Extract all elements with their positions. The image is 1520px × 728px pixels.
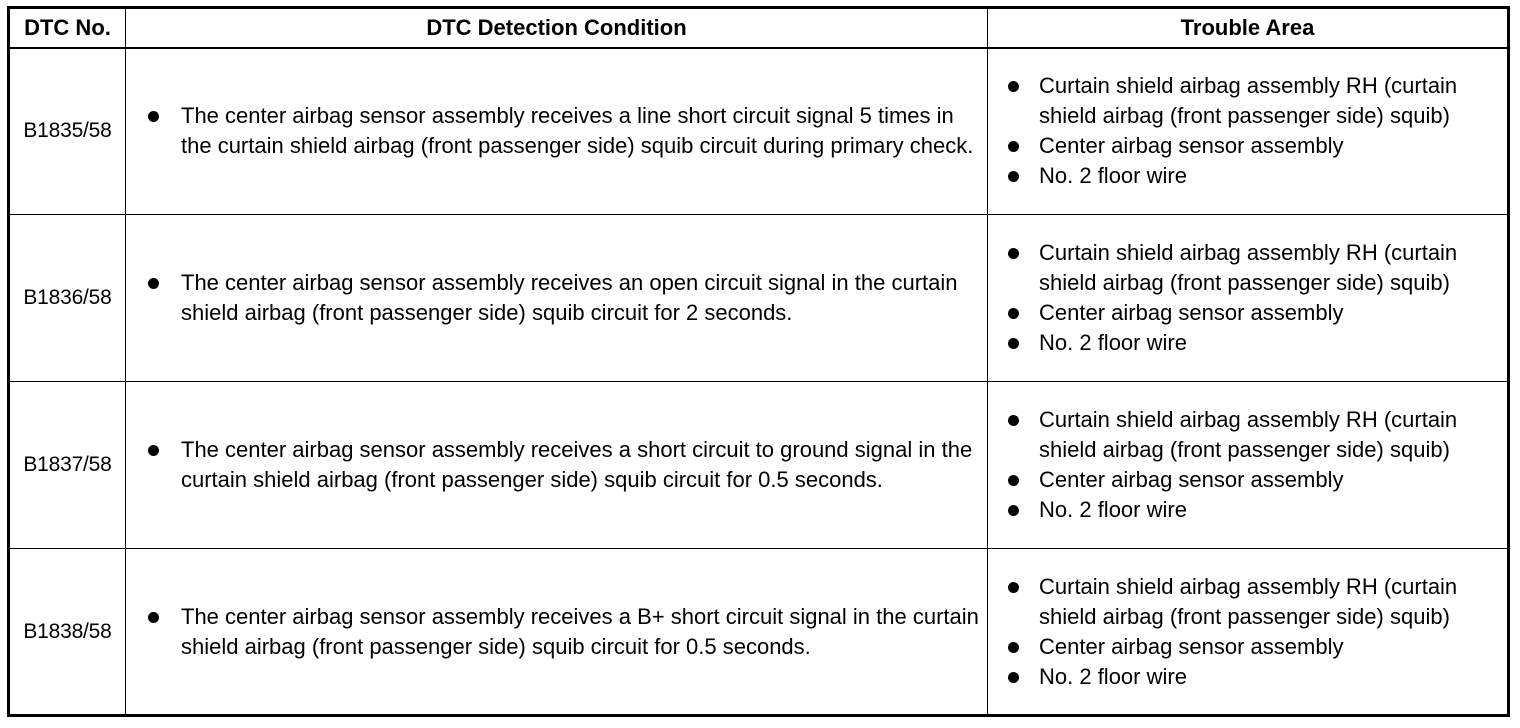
dtc-code: B1835/58 — [9, 48, 126, 215]
trouble-area-cell — [988, 48, 1509, 215]
trouble-area-cell — [988, 382, 1509, 549]
trouble-area-item — [1008, 238, 1499, 298]
trouble-area-text: Center airbag sensor assembly — [1039, 633, 1344, 659]
bullet-icon — [1008, 81, 1019, 92]
bullet-icon — [1008, 672, 1019, 683]
trouble-area-text: Center airbag sensor assembly — [1039, 300, 1344, 325]
header-row — [9, 8, 1509, 48]
header-trouble-area: Trouble Area — [988, 8, 1509, 48]
condition-text: The center airbag sensor assembly receives a short circuit to ground signal in the curtain shield airbag (front passenger side) squib circuit for 0.5 seconds. — [181, 437, 973, 492]
dtc-table-container — [7, 6, 1510, 717]
condition-text: The center airbag sensor assembly receives a line short circuit signal 5 times in the curtain shield airbag (front passenger side) squib circuit during primary check. — [181, 103, 974, 159]
bullet-icon — [1008, 338, 1019, 349]
bullet-icon — [148, 111, 159, 122]
trouble-area-item — [1008, 328, 1499, 358]
trouble-area-text: No. 2 floor wire — [1039, 663, 1187, 689]
dtc-code: B1838/58 — [9, 549, 126, 716]
bullet-icon — [1008, 642, 1019, 653]
header-detection-condition: DTC Detection Condition — [126, 8, 988, 48]
trouble-area-text: Curtain shield airbag assembly RH (curtain shield airbag (front passenger side) squib) — [1039, 573, 1458, 629]
condition-text: The center airbag sensor assembly receives a B+ short circuit signal in the curtain shield airbag (front passenger side) squib circuit for 0.5 seconds. — [181, 603, 979, 659]
trouble-area-item — [1008, 131, 1499, 161]
dtc-code: B1836/58 — [9, 215, 126, 382]
trouble-area-text: No. 2 floor wire — [1039, 497, 1187, 522]
detection-condition-cell — [126, 549, 988, 716]
bullet-icon — [1008, 475, 1019, 486]
condition-text: The center airbag sensor assembly receives an open circuit signal in the curtain shield airbag (front passenger side) squib circuit for 2 seconds. — [181, 270, 958, 325]
table-row — [9, 48, 1509, 215]
bullet-icon — [1008, 171, 1019, 182]
detection-condition-cell — [126, 48, 988, 215]
trouble-area-item — [1008, 572, 1499, 632]
trouble-area-item — [1008, 161, 1499, 191]
bullet-icon — [148, 445, 159, 456]
condition-item — [148, 602, 981, 662]
trouble-area-cell — [988, 215, 1509, 382]
trouble-area-item — [1008, 71, 1499, 131]
header-dtc-no: DTC No. — [9, 8, 126, 48]
trouble-area-text: No. 2 floor wire — [1039, 163, 1187, 189]
trouble-area-item — [1008, 298, 1499, 328]
bullet-icon — [1008, 505, 1019, 516]
bullet-icon — [1008, 415, 1019, 426]
trouble-area-text: Center airbag sensor assembly — [1039, 467, 1344, 492]
dtc-table — [7, 6, 1510, 717]
trouble-area-item — [1008, 405, 1499, 465]
trouble-area-text: Center airbag sensor assembly — [1039, 133, 1344, 159]
bullet-icon — [1008, 248, 1019, 259]
table-row — [9, 549, 1509, 716]
condition-item — [148, 435, 981, 495]
bullet-icon — [1008, 308, 1019, 319]
table-row — [9, 382, 1509, 549]
trouble-area-text: No. 2 floor wire — [1039, 330, 1187, 355]
trouble-area-item — [1008, 632, 1499, 662]
trouble-area-item — [1008, 662, 1499, 692]
trouble-area-item — [1008, 465, 1499, 495]
detection-condition-cell — [126, 382, 988, 549]
trouble-area-text: Curtain shield airbag assembly RH (curtain shield airbag (front passenger side) squib) — [1039, 73, 1458, 129]
trouble-area-item — [1008, 495, 1499, 525]
bullet-icon — [1008, 582, 1019, 593]
trouble-area-text: Curtain shield airbag assembly RH (curtain shield airbag (front passenger side) squib) — [1039, 407, 1458, 462]
bullet-icon — [148, 278, 159, 289]
detection-condition-cell — [126, 215, 988, 382]
condition-item — [148, 268, 981, 328]
condition-item — [148, 101, 981, 161]
bullet-icon — [148, 612, 159, 623]
dtc-code: B1837/58 — [9, 382, 126, 549]
bullet-icon — [1008, 141, 1019, 152]
trouble-area-cell — [988, 549, 1509, 716]
trouble-area-text: Curtain shield airbag assembly RH (curtain shield airbag (front passenger side) squib) — [1039, 240, 1458, 295]
table-row — [9, 215, 1509, 382]
